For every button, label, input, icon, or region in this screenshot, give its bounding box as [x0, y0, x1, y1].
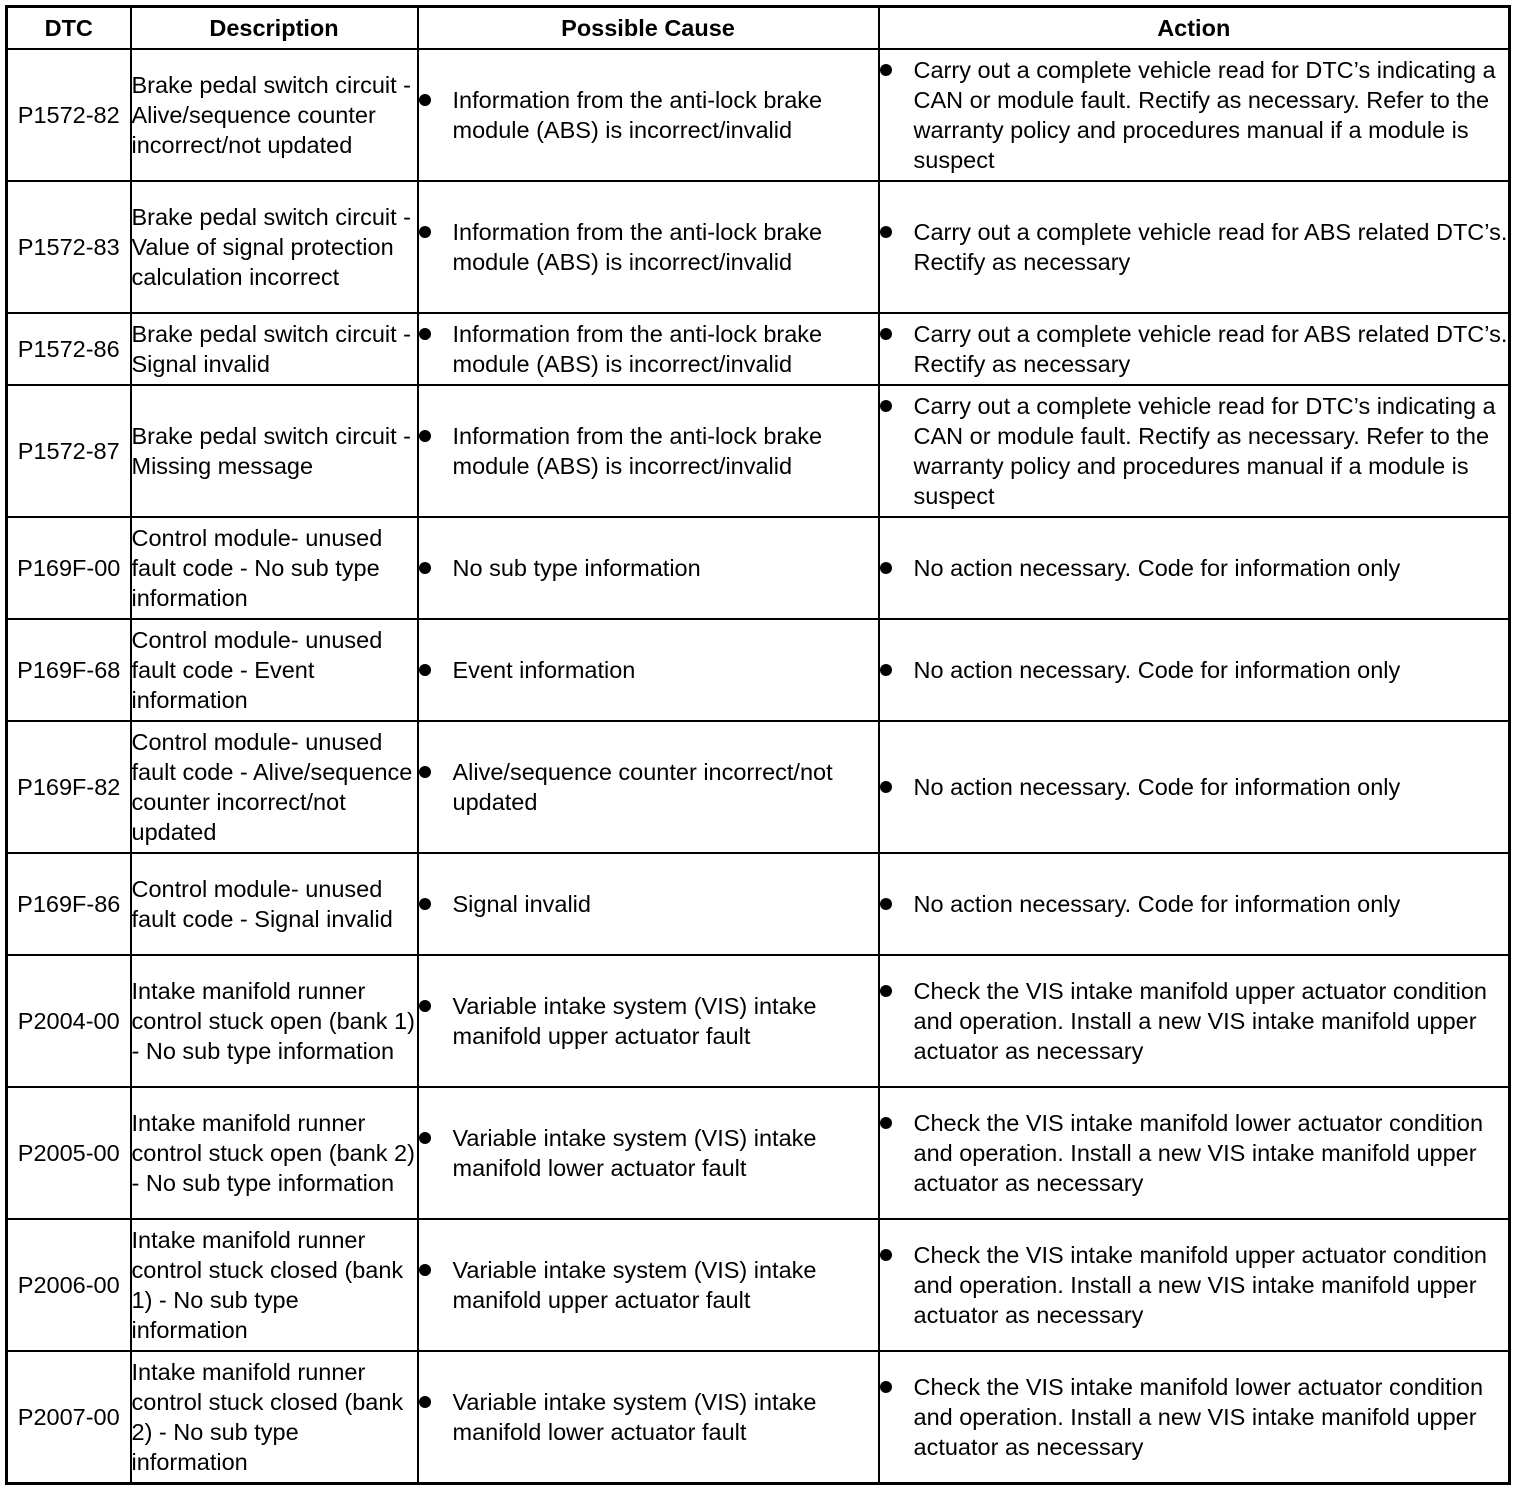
action-item [880, 655, 1509, 685]
dtc-description: Intake manifold runner control stuck closed (bank 2) - No sub type information [131, 1351, 418, 1483]
bullet-icon [419, 1264, 431, 1276]
possible-cause-text: Signal invalid [452, 891, 591, 917]
action-text: No action necessary. Code for information only [913, 657, 1401, 683]
table-row [7, 1351, 1510, 1483]
dtc-description: Intake manifold runner control stuck open (bank 1) - No sub type information [131, 955, 418, 1087]
dtc-code: P2004-00 [7, 955, 131, 1087]
dtc-description: Intake manifold runner control stuck open (bank 2) - No sub type information [131, 1087, 418, 1219]
possible-cause-text: Information from the anti-lock brake module (ABS) is incorrect/invalid [452, 219, 823, 275]
possible-cause-text: Information from the anti-lock brake module (ABS) is incorrect/invalid [452, 321, 823, 377]
action-item [880, 55, 1509, 175]
possible-cause-cell [418, 181, 879, 313]
bullet-icon [419, 766, 431, 778]
dtc-code: P1572-82 [7, 49, 131, 181]
action-item [880, 1372, 1509, 1462]
action-text: No action necessary. Code for information only [913, 774, 1401, 800]
bullet-icon [880, 328, 892, 340]
action-text: Check the VIS intake manifold upper actuator condition and operation. Install a new VIS intake manifold upper actuator as necessary [913, 978, 1487, 1064]
header-possible-cause: Possible Cause [418, 7, 879, 50]
bullet-icon [880, 985, 892, 997]
dtc-code: P169F-86 [7, 853, 131, 955]
possible-cause-item [419, 1255, 878, 1315]
action-item [880, 772, 1509, 802]
bullet-icon [880, 664, 892, 676]
bullet-icon [880, 400, 892, 412]
table-row [7, 1219, 1510, 1351]
action-item [880, 553, 1509, 583]
action-item [880, 391, 1509, 511]
possible-cause-text: Variable intake system (VIS) intake manifold upper actuator fault [452, 1257, 817, 1313]
dtc-description: Control module- unused fault code - Signal invalid [131, 853, 418, 955]
dtc-description: Control module- unused fault code - No sub type information [131, 517, 418, 619]
action-cell [879, 517, 1510, 619]
bullet-icon [419, 1396, 431, 1408]
action-cell [879, 49, 1510, 181]
action-text: No action necessary. Code for information only [913, 891, 1401, 917]
dtc-description: Brake pedal switch circuit - Missing message [131, 385, 418, 517]
bullet-icon [419, 430, 431, 442]
table-row [7, 721, 1510, 853]
bullet-icon [880, 1381, 892, 1393]
bullet-icon [419, 898, 431, 910]
possible-cause-text: Information from the anti-lock brake module (ABS) is incorrect/invalid [452, 423, 823, 479]
action-text: Carry out a complete vehicle read for ABS related DTC’s. Rectify as necessary [913, 321, 1508, 377]
possible-cause-cell [418, 853, 879, 955]
dtc-description: Control module- unused fault code - Event information [131, 619, 418, 721]
possible-cause-item [419, 757, 878, 817]
possible-cause-text: Variable intake system (VIS) intake manifold lower actuator fault [452, 1388, 817, 1445]
bullet-icon [880, 781, 892, 793]
possible-cause-cell [418, 1219, 879, 1351]
dtc-description: Brake pedal switch circuit - Value of signal protection calculation incorrect [131, 181, 418, 313]
bullet-icon [419, 94, 431, 106]
possible-cause-text: Information from the anti-lock brake module (ABS) is incorrect/invalid [452, 87, 823, 143]
dtc-code: P1572-87 [7, 385, 131, 517]
action-text: Carry out a complete vehicle read for ABS related DTC’s. Rectify as necessary [913, 219, 1508, 275]
possible-cause-cell [418, 49, 879, 181]
bullet-icon [419, 1132, 431, 1144]
possible-cause-cell [418, 1351, 879, 1483]
table-row [7, 517, 1510, 619]
possible-cause-item [419, 1123, 878, 1183]
possible-cause-item [419, 553, 878, 583]
possible-cause-item [419, 991, 878, 1051]
action-cell [879, 955, 1510, 1087]
bullet-icon [419, 226, 431, 238]
table-row [7, 385, 1510, 517]
possible-cause-text: Event information [452, 657, 636, 683]
possible-cause-item [419, 85, 878, 145]
action-cell [879, 1087, 1510, 1219]
table-row [7, 1087, 1510, 1219]
bullet-icon [419, 328, 431, 340]
action-cell [879, 181, 1510, 313]
possible-cause-cell [418, 385, 879, 517]
dtc-code: P2007-00 [7, 1351, 131, 1483]
action-text: No action necessary. Code for information only [913, 555, 1401, 581]
action-text: Check the VIS intake manifold lower actuator condition and operation. Install a new VIS intake manifold upper actuator as necessary [913, 1373, 1484, 1460]
header-action: Action [879, 7, 1510, 50]
bullet-icon [419, 562, 431, 574]
dtc-code: P169F-82 [7, 721, 131, 853]
dtc-code: P169F-00 [7, 517, 131, 619]
bullet-icon [419, 1000, 431, 1012]
action-item [880, 319, 1509, 379]
action-item [880, 217, 1509, 277]
table-row [7, 619, 1510, 721]
action-cell [879, 313, 1510, 385]
dtc-code: P169F-68 [7, 619, 131, 721]
possible-cause-item [419, 217, 878, 277]
possible-cause-item [419, 319, 878, 379]
possible-cause-cell [418, 313, 879, 385]
dtc-description: Brake pedal switch circuit - Signal invalid [131, 313, 418, 385]
action-item [880, 1240, 1509, 1330]
action-cell [879, 853, 1510, 955]
dtc-description: Intake manifold runner control stuck closed (bank 1) - No sub type information [131, 1219, 418, 1351]
table-row [7, 49, 1510, 181]
action-cell [879, 385, 1510, 517]
possible-cause-cell [418, 721, 879, 853]
possible-cause-item [419, 421, 878, 481]
action-item [880, 1108, 1509, 1198]
action-text: Carry out a complete vehicle read for DTC’s indicating a CAN or module fault. Rectify as necessary. Refer to the warranty policy and procedures manual if a module is suspect [913, 393, 1496, 509]
possible-cause-cell [418, 619, 879, 721]
bullet-icon [880, 562, 892, 574]
action-item [880, 976, 1509, 1066]
bullet-icon [880, 1117, 892, 1129]
action-text: Check the VIS intake manifold lower actuator condition and operation. Install a new VIS intake manifold upper actuator as necessary [913, 1110, 1484, 1196]
header-dtc: DTC [7, 7, 131, 50]
dtc-code: P1572-83 [7, 181, 131, 313]
possible-cause-item [419, 889, 878, 919]
possible-cause-item [419, 1387, 878, 1447]
possible-cause-cell [418, 1087, 879, 1219]
action-text: Check the VIS intake manifold upper actuator condition and operation. Install a new VIS intake manifold upper actuator as necessary [913, 1242, 1487, 1328]
dtc-code: P2005-00 [7, 1087, 131, 1219]
possible-cause-text: No sub type information [452, 555, 701, 581]
bullet-icon [880, 226, 892, 238]
table-body [7, 49, 1510, 1483]
possible-cause-text: Variable intake system (VIS) intake manifold lower actuator fault [452, 1125, 817, 1181]
table-row [7, 955, 1510, 1087]
table-row [7, 853, 1510, 955]
dtc-code: P1572-86 [7, 313, 131, 385]
action-cell [879, 619, 1510, 721]
table-row [7, 313, 1510, 385]
bullet-icon [419, 664, 431, 676]
bullet-icon [880, 898, 892, 910]
action-text: Carry out a complete vehicle read for DTC’s indicating a CAN or module fault. Rectify as necessary. Refer to the warranty policy and procedures manual if a module is suspect [913, 57, 1496, 173]
action-item [880, 889, 1509, 919]
dtc-table [5, 5, 1511, 1485]
dtc-code: P2006-00 [7, 1219, 131, 1351]
bullet-icon [880, 1249, 892, 1261]
dtc-description: Control module- unused fault code - Alive/sequence counter incorrect/not updated [131, 721, 418, 853]
possible-cause-cell [418, 517, 879, 619]
header-description: Description [131, 7, 418, 50]
dtc-description: Brake pedal switch circuit - Alive/sequence counter incorrect/not updated [131, 49, 418, 181]
table-row [7, 181, 1510, 313]
header-row [7, 7, 1510, 50]
possible-cause-cell [418, 955, 879, 1087]
action-cell [879, 1219, 1510, 1351]
action-cell [879, 1351, 1510, 1483]
possible-cause-text: Alive/sequence counter incorrect/not updated [452, 759, 833, 815]
possible-cause-text: Variable intake system (VIS) intake manifold upper actuator fault [452, 993, 817, 1049]
bullet-icon [880, 64, 892, 76]
possible-cause-item [419, 655, 878, 685]
action-cell [879, 721, 1510, 853]
